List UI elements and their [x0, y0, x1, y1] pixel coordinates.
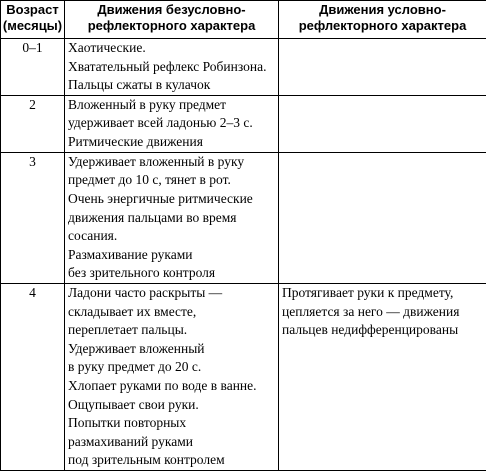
- cell-line: сосания.: [68, 227, 278, 246]
- table-row: [1, 152, 486, 283]
- cell-line: Хлопает руками по воде в ванне.: [68, 377, 278, 396]
- header-age-line: (месяцы): [1, 18, 64, 34]
- header-age-line: Возраст: [1, 2, 64, 18]
- table-header-row: [1, 1, 486, 39]
- age-cell: 4: [1, 283, 65, 470]
- cell-line: под зрительным контролем: [68, 451, 278, 470]
- conditioned-cell: [279, 95, 486, 152]
- cell-line: Удерживает вложенный: [68, 340, 278, 359]
- cell-line: Ощупывает свои руки.: [68, 396, 278, 415]
- header-unconditioned-line: Движения безусловно-: [65, 2, 278, 18]
- age-cell: 0–1: [1, 39, 65, 96]
- header-unconditioned-line: рефлекторного характера: [65, 18, 278, 34]
- header-conditioned-line: Движения условно-: [279, 2, 486, 18]
- conditioned-cell: [279, 39, 486, 96]
- age-cell: 3: [1, 152, 65, 283]
- cell-line: Вложенный в руку предмет: [68, 96, 278, 115]
- header-age: [1, 1, 65, 39]
- unconditioned-cell: [65, 283, 279, 470]
- conditioned-cell: [279, 283, 486, 470]
- cell-line: Размахивание руками: [68, 246, 278, 265]
- table-row: [1, 95, 486, 152]
- cell-line: Пальцы сжаты в кулачок: [68, 76, 278, 95]
- header-unconditioned: [65, 1, 279, 39]
- header-conditioned: [279, 1, 486, 39]
- cell-line: переплетает пальцы.: [68, 321, 278, 340]
- cell-line: без зрительного контроля: [68, 264, 278, 283]
- unconditioned-cell: [65, 39, 279, 96]
- cell-line: размахиваний руками: [68, 433, 278, 452]
- header-conditioned-line: рефлекторного характера: [279, 18, 486, 34]
- age-cell: 2: [1, 95, 65, 152]
- cell-line: удерживает всей ладонью 2–3 с.: [68, 114, 278, 133]
- cell-line: Протягивает руки к предмету,: [282, 284, 486, 303]
- cell-line: Попытки повторных: [68, 414, 278, 433]
- cell-line: движения пальцами во время: [68, 209, 278, 228]
- unconditioned-cell: [65, 95, 279, 152]
- cell-line: цепляется за него — движения: [282, 303, 486, 322]
- cell-line: Ладони часто раскрыты —: [68, 284, 278, 303]
- cell-line: Хаотические.: [68, 39, 278, 58]
- cell-line: пальцев недифференцированы: [282, 321, 486, 340]
- conditioned-cell: [279, 152, 486, 283]
- cell-line: Удерживает вложенный в руку: [68, 153, 278, 172]
- cell-line: Хватательный рефлекс Робинзона.: [68, 58, 278, 77]
- table-row: [1, 39, 486, 96]
- cell-line: Ритмические движения: [68, 133, 278, 152]
- table-row: [1, 283, 486, 470]
- cell-line: предмет до 10 с, тянет в рот.: [68, 171, 278, 190]
- cell-line: складывает их вместе,: [68, 303, 278, 322]
- cell-line: в руку предмет до 20 с.: [68, 358, 278, 377]
- cell-line: Очень энергичные ритмические: [68, 190, 278, 209]
- unconditioned-cell: [65, 152, 279, 283]
